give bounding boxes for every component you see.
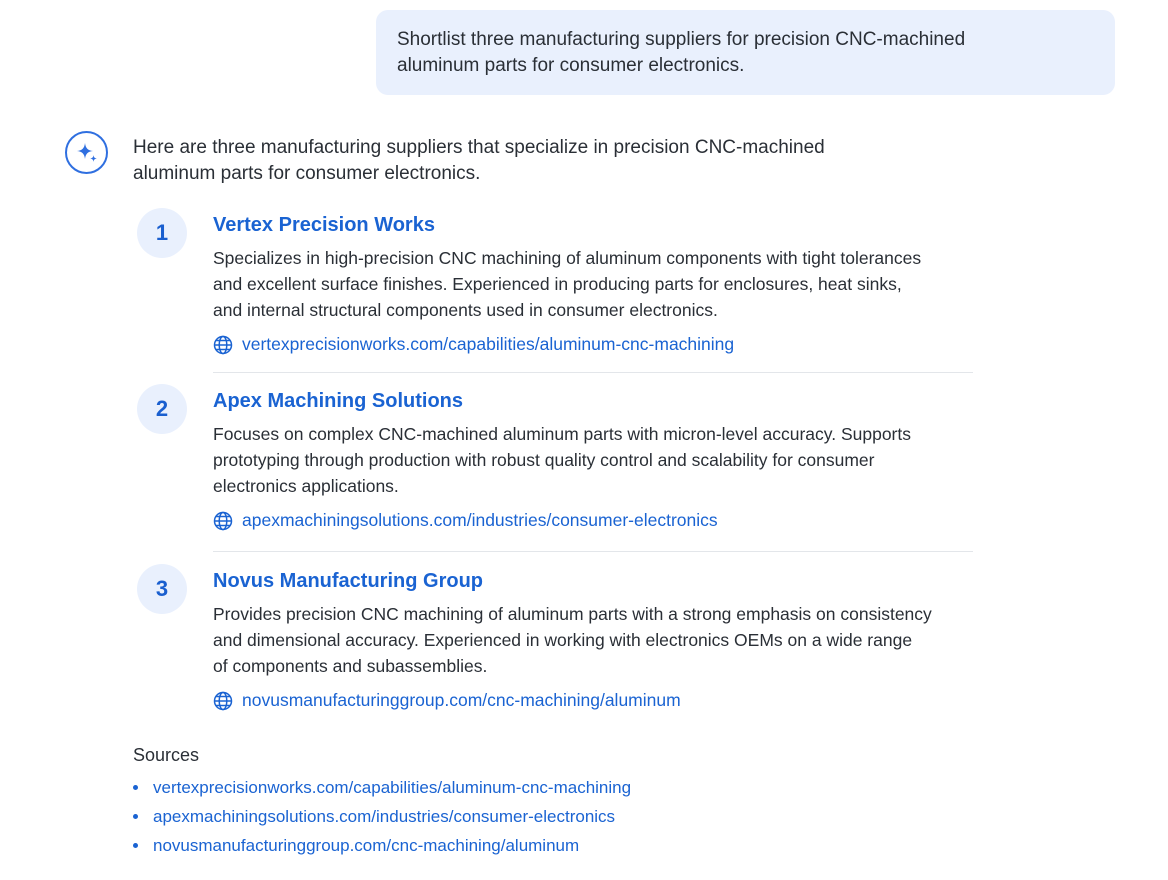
supplier-description <box>213 245 973 323</box>
bullet <box>133 814 138 819</box>
source-link[interactable]: novusmanufacturinggroup.com/cnc-machining/aluminum <box>153 835 580 855</box>
intro-line: aluminum parts for consumer electronics. <box>133 163 481 184</box>
supplier-link-text[interactable]: novusmanufacturinggroup.com/cnc-machining/aluminum <box>242 690 681 710</box>
description-line: electronics applications. <box>213 476 399 496</box>
number-badge: 3 <box>137 564 187 614</box>
description-line: and excellent surface finishes. Experienced in producing parts for enclosures, heat sinks, <box>213 274 902 294</box>
description-line: prototyping through production with robust quality control and scalability for consumer <box>213 450 875 470</box>
supplier-title[interactable]: Apex Machining Solutions <box>213 390 464 412</box>
supplier-description <box>213 421 973 499</box>
supplier-link-text[interactable]: apexmachiningsolutions.com/industries/consumer-electronics <box>242 510 718 530</box>
supplier-title[interactable]: Novus Manufacturing Group <box>213 570 483 592</box>
divider <box>213 551 973 552</box>
supplier-description <box>213 601 973 679</box>
divider <box>213 372 973 373</box>
globe-icon <box>213 511 233 531</box>
supplier-title[interactable]: Vertex Precision Works <box>213 214 435 236</box>
supplier-link[interactable] <box>213 334 734 355</box>
user-message-bubble <box>376 10 1115 95</box>
number-badge: 2 <box>137 384 187 434</box>
number-badge: 1 <box>137 208 187 258</box>
supplier-link[interactable] <box>213 510 718 531</box>
assistant-avatar <box>65 131 108 174</box>
globe-icon <box>213 691 233 711</box>
supplier-link-text[interactable]: vertexprecisionworks.com/capabilities/aluminum-cnc-machining <box>242 334 735 354</box>
description-line: Specializes in high-precision CNC machining of aluminum components with tight tolerances <box>213 248 922 268</box>
description-line: Focuses on complex CNC-machined aluminum parts with micron-level accuracy. Supports <box>213 424 911 444</box>
source-item <box>133 831 631 860</box>
source-item <box>133 802 631 831</box>
source-item <box>133 773 631 802</box>
user-message-line: aluminum parts for consumer electronics. <box>397 55 745 76</box>
globe-icon <box>213 335 233 355</box>
supplier-link[interactable] <box>213 690 681 711</box>
bullet <box>133 843 138 848</box>
description-line: and dimensional accuracy. Experienced in working with electronics OEMs on a wide range <box>213 630 913 650</box>
intro-line: Here are three manufacturing suppliers that specialize in precision CNC-machined <box>133 137 825 158</box>
source-link[interactable]: vertexprecisionworks.com/capabilities/aluminum-cnc-machining <box>153 777 632 797</box>
source-link[interactable]: apexmachiningsolutions.com/industries/consumer-electronics <box>153 806 616 826</box>
description-line: and internal structural components used in consumer electronics. <box>213 300 718 320</box>
sparkle-icon <box>75 141 99 165</box>
description-line: of components and subassemblies. <box>213 656 488 676</box>
user-message-line: Shortlist three manufacturing suppliers for precision CNC-machined <box>397 29 966 50</box>
bullet <box>133 785 138 790</box>
sources-title: Sources <box>133 745 200 765</box>
description-line: Provides precision CNC machining of aluminum parts with a strong emphasis on consistency <box>213 604 932 624</box>
sources-list <box>133 773 631 860</box>
assistant-intro <box>133 135 893 187</box>
